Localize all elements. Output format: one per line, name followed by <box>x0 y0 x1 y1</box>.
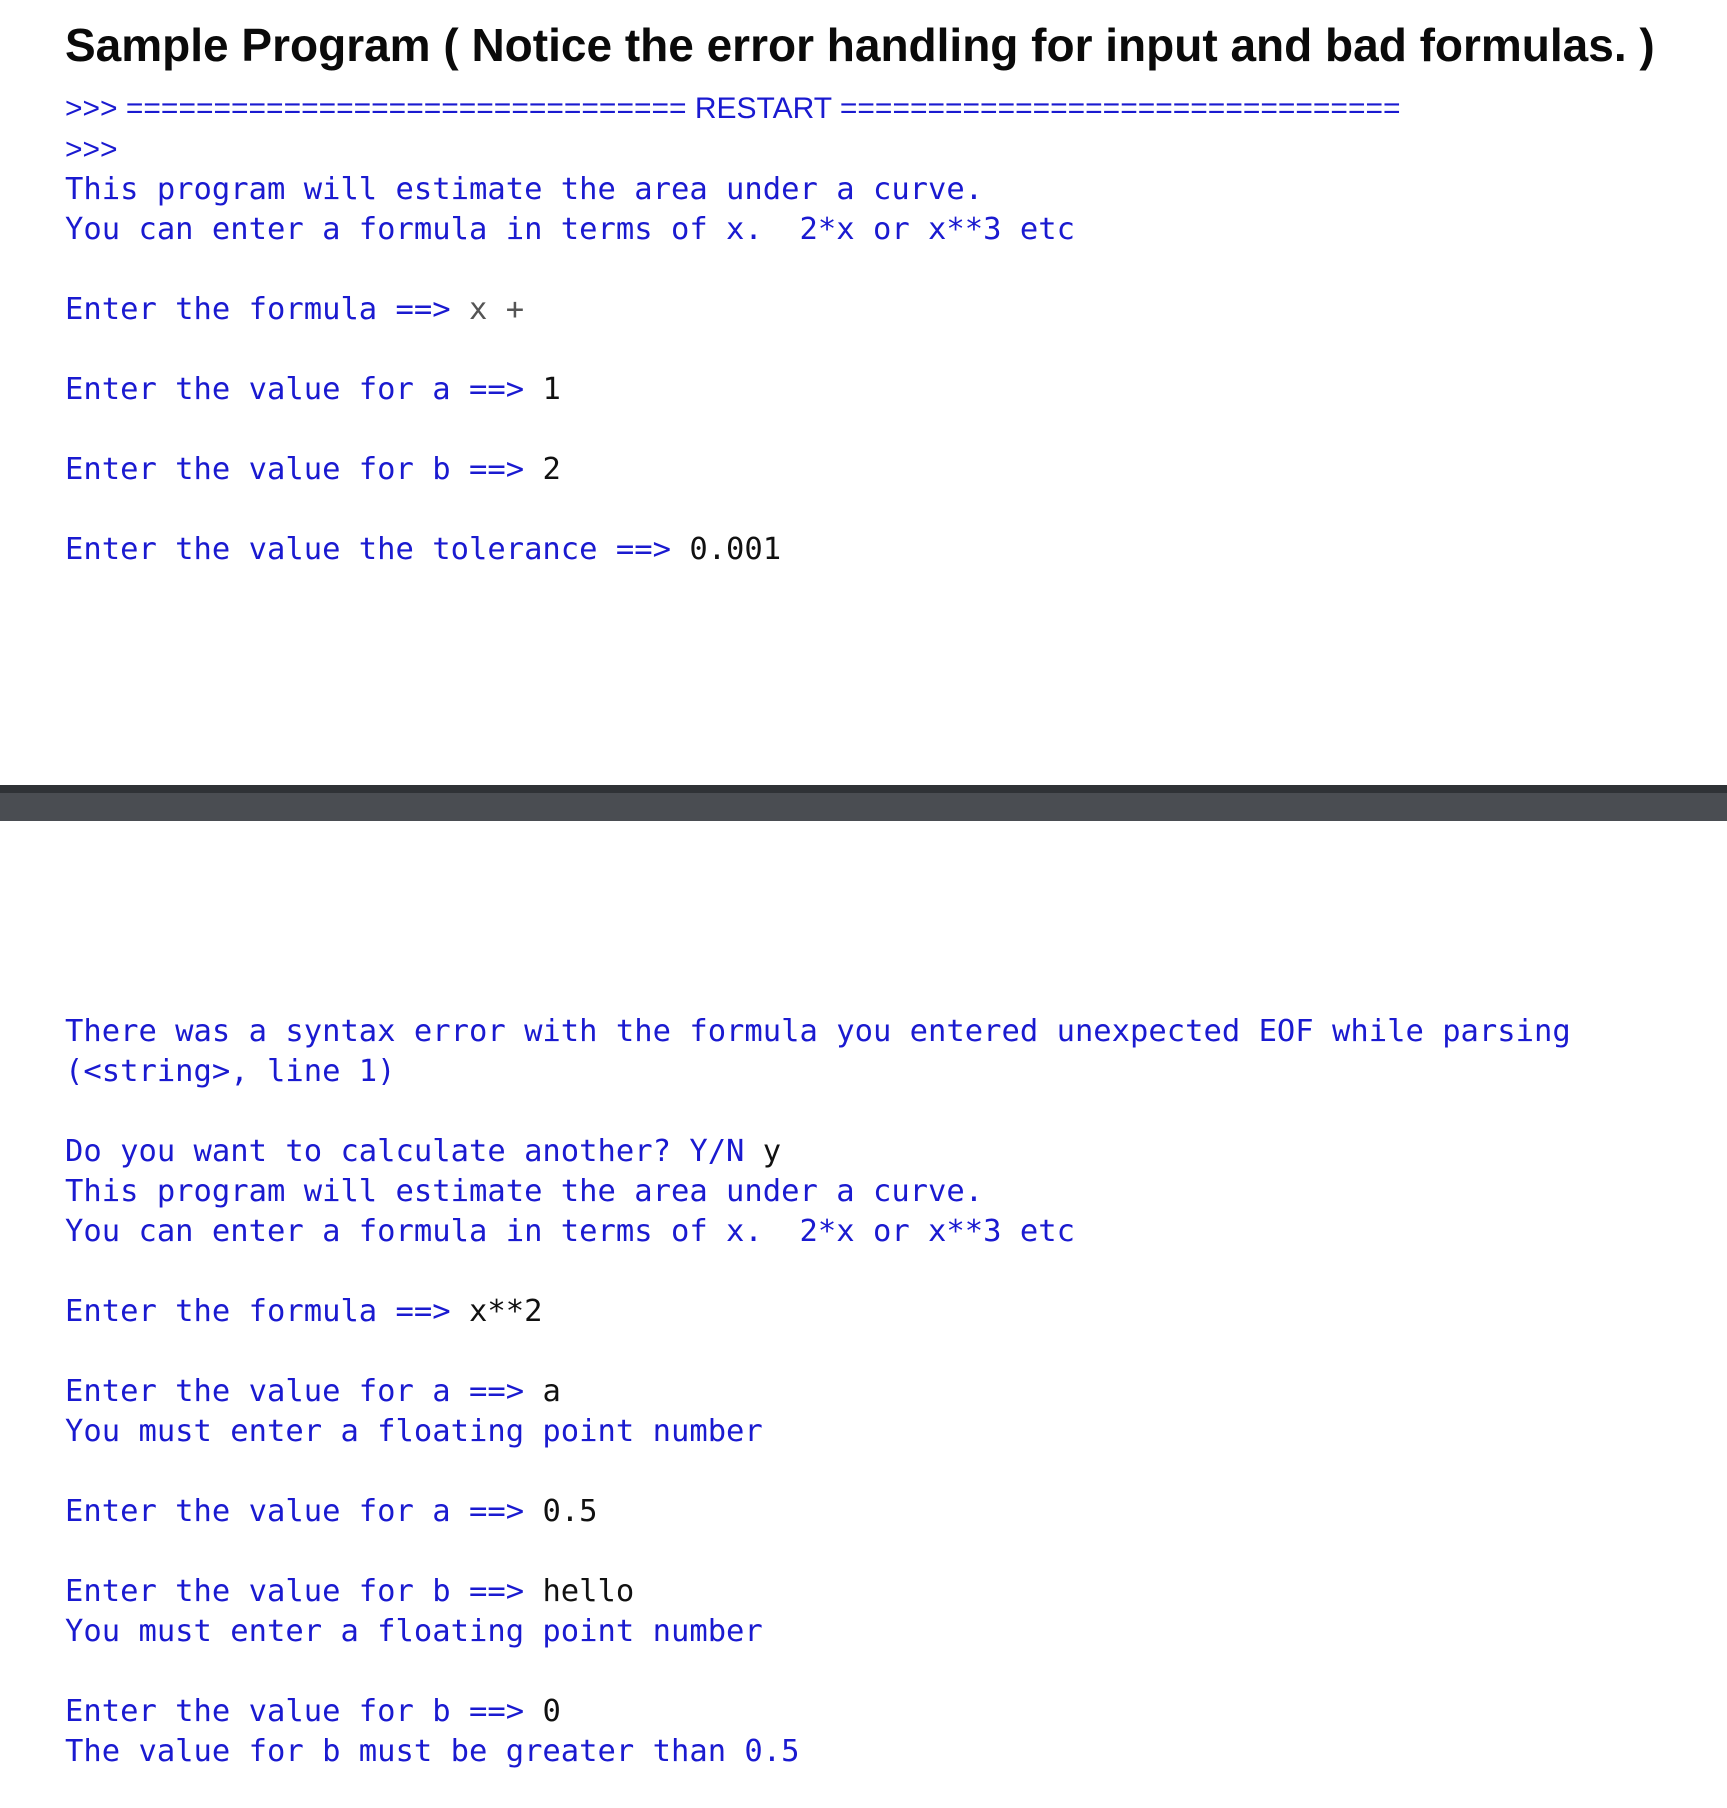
formula-prompt: Enter the formula ==> <box>65 1294 469 1329</box>
formula-input[interactable]: x**2 <box>468 1294 543 1329</box>
b-input[interactable]: 0 <box>542 1694 561 1729</box>
b-prompt-line <box>65 450 561 490</box>
b-prompt-line <box>65 1692 561 1732</box>
a-input[interactable]: 1 <box>542 372 561 407</box>
intro-line-1: This program will estimate the area under a curve. <box>65 1174 984 1209</box>
a-prompt: Enter the value for a ==> <box>65 1494 543 1529</box>
formula-input[interactable]: x + <box>468 292 525 327</box>
b-prompt: Enter the value for b ==> <box>65 1574 543 1609</box>
b-prompt: Enter the value for b ==> <box>65 1694 543 1729</box>
syntax-error-line-2: (<string>, line 1) <box>65 1054 396 1089</box>
b-prompt: Enter the value for b ==> <box>65 452 543 487</box>
page-title: Sample Program ( Notice the error handling for input and bad formulas. ) <box>65 19 1655 71</box>
calculate-another-prompt: Do you want to calculate another? Y/N <box>65 1134 763 1169</box>
a-error-message: You must enter a floating point number <box>65 1414 763 1449</box>
tolerance-prompt-line <box>65 530 781 570</box>
intro-line-2: You can enter a formula in terms of x. 2*x or x**3 etc <box>65 212 1075 247</box>
intro-line-1: This program will estimate the area under a curve. <box>65 172 984 207</box>
screenshot-divider <box>0 785 1727 821</box>
b-input[interactable]: hello <box>542 1574 635 1609</box>
a-prompt: Enter the value for a ==> <box>65 372 543 407</box>
a-prompt-line <box>65 370 561 410</box>
calculate-another-line <box>65 1132 781 1172</box>
a-prompt: Enter the value for a ==> <box>65 1374 543 1409</box>
syntax-error-line-1: There was a syntax error with the formula you entered unexpected EOF while parsing <box>65 1014 1571 1049</box>
b-error-message: You must enter a floating point number <box>65 1614 763 1649</box>
shell-prompt: >>> <box>65 133 118 166</box>
formula-prompt-line <box>65 290 524 330</box>
b-range-error-message: The value for b must be greater than 0.5 <box>65 1734 800 1769</box>
a-prompt-line <box>65 1492 598 1532</box>
restart-banner: >>> ================================ RESTART ================================ <box>65 92 1401 125</box>
a-input[interactable]: a <box>542 1374 561 1409</box>
b-input[interactable]: 2 <box>542 452 561 487</box>
a-prompt-line <box>65 1372 561 1412</box>
tolerance-prompt: Enter the value the tolerance ==> <box>65 532 690 567</box>
formula-prompt: Enter the formula ==> <box>65 292 469 327</box>
b-prompt-line <box>65 1572 634 1612</box>
formula-prompt-line <box>65 1292 542 1332</box>
intro-line-2: You can enter a formula in terms of x. 2*x or x**3 etc <box>65 1214 1075 1249</box>
calculate-another-input[interactable]: y <box>762 1134 782 1169</box>
a-input[interactable]: 0.5 <box>542 1494 598 1529</box>
tolerance-input[interactable]: 0.001 <box>689 532 782 567</box>
